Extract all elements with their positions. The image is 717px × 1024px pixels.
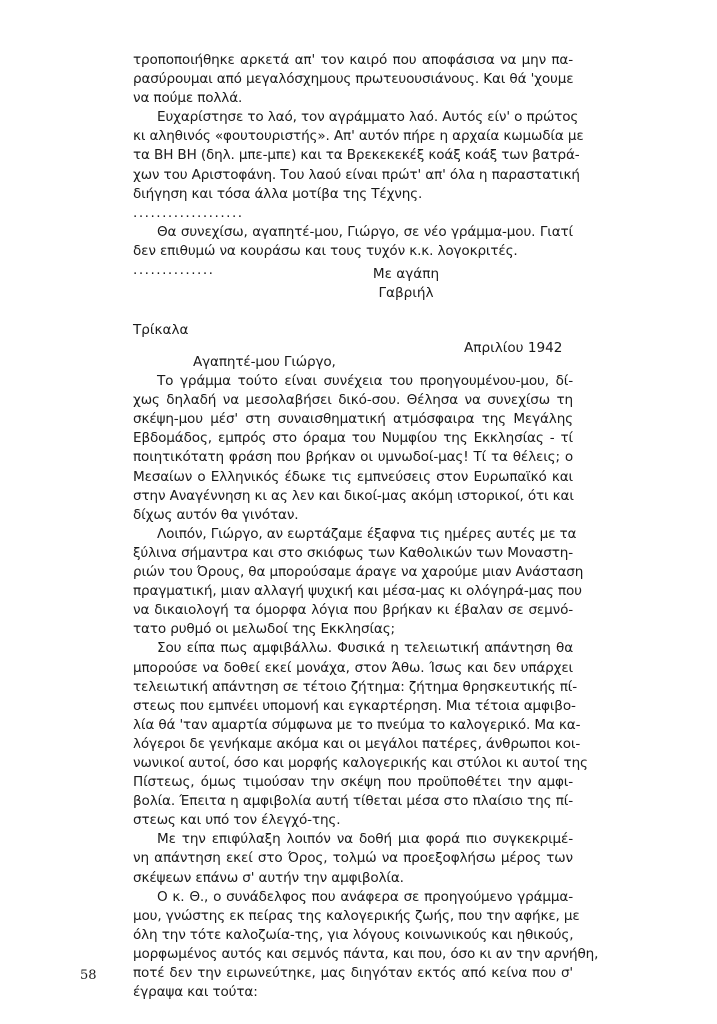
text-line: να πούμε πολλά.: [133, 90, 243, 107]
text-line: Λοιπόν, Γιώργο, αν εωρτάζαμε έξαφνα τις ημέρες αυτές με τα: [157, 525, 577, 542]
letter2-body: [133, 353, 599, 1002]
text-line: χως δηλαδή να μεσολαβήσει δικό-σου. Θέλησα να συνεχίσω τη: [133, 392, 573, 409]
text-line: νωνικοί αυτοί, όσο και μορφής καλογερικής και στύλοι κι αυτοί της: [133, 754, 588, 771]
text-line: Πίστεως, όμως τιμούσαν την σκέψη που προϋποθέτει την αμφι-: [133, 774, 573, 791]
ellipsis-separator: ..............: [133, 262, 215, 279]
letter1-body: [133, 51, 584, 280]
text-line: χων του Αριστοφάνη. Του λαού είναι πρώτ' απ' όλα η παραστατική: [133, 166, 580, 183]
text-line: Ευχαρίστησε το λαό, τον αγράμματο λαό. Αυτός είν' ο πρώτος: [157, 109, 579, 126]
text-line: τελειωτική απάντηση σε τέτοιο ζήτημα: ζήτημα θρησκευτικής πί-: [133, 678, 577, 695]
text-line: ποτέ δεν την ειρωνεύτηκε, μας διηγόταν εκτός από κείνα που σ': [133, 965, 573, 981]
text-line: τροποποιήθηκε αρκετά απ' τον καιρό που αποφάσισα να μην πα-: [133, 52, 573, 68]
text-line: τατο ρυθμό οι μελωδοί της Εκκλησίας;: [133, 621, 395, 638]
text-line: λόγεροι δε γενήκαμε ακόμα και οι μεγάλοι πατέρες, άνθρωποι κοι-: [133, 735, 581, 752]
text-line: σκέψη-μου μέσ' στη συναισθηματική ατμόσφαιρα της Μεγάλης: [133, 411, 573, 428]
text-line: λία θά 'ταν αμαρτία σύμφωνα με το πνεύμα το καλογερικό. Μα κα-: [133, 716, 581, 733]
text-line: Το γράμμα τούτο είναι συνέχεια του προηγουμένου-μου, δί-: [157, 373, 573, 390]
text-line: ριών του Όρους, θα μπορούσαμε άραγε να χαρούμε μιαν Ανάσταση: [133, 564, 584, 581]
letter2-date: Απριλίου 1942: [464, 340, 563, 356]
text-line: δίχως αυτόν θα γινόταν.: [133, 506, 299, 523]
page-number: 58: [80, 968, 97, 983]
text-line: Θα συνεχίσω, αγαπητέ-μου, Γιώργο, σε νέο γράμμα-μου. Γιατί: [157, 223, 573, 240]
text-line: διήγηση και τόσα άλλα μοτίβα της Τέχνης.: [133, 185, 423, 202]
text-line: Σου είπα πως αμφιβάλλω. Φυσικά η τελειωτική απάντηση θα: [157, 640, 573, 657]
text-line: έγραψα και τούτα:: [133, 984, 258, 1001]
text-line: μου, γνώστης εκ πείρας της καλογερικής ζωής, που την αφήκε, με: [133, 907, 580, 924]
text-line: όλη την τότε καλοζωία-της, για λόγους κοινωνικούς και ηθικούς,: [133, 926, 574, 943]
text-line: νη απάντηση εκεί στο Όρος, τολμώ να προεξοφλήσω μέρος των: [133, 850, 573, 867]
text-line: Με την επιφύλαξη λοιπόν να δοθή μια φορά πιο συγκεκριμέ-: [157, 831, 573, 848]
text-line: δεν επιθυμώ να κουράσω και τους τυχόν κ.κ. λογοκριτές.: [133, 242, 518, 259]
text-line: τα ΒΗ ΒΗ (δηλ. μπε-μπε) και τα Βρεκεκεκέξ κοάξ κοάξ των βατρά-: [133, 147, 580, 164]
text-line: ρασύρουμαι από μεγαλόσχημους πρωτευουσιάνους. Και θά 'χουμε: [133, 71, 574, 88]
text-line: στεως που εμπνέει υπομονή και εγκαρτέρηση. Μια τέτοια αμφιβο-: [133, 697, 576, 714]
signoff-name: Γαβριήλ: [378, 285, 434, 302]
text-line: στην Αναγέννηση κι ας λεν και δικοί-μας ακόμη ιστορικοί, ότι και: [133, 487, 574, 504]
text-line: να δικαιολογή τα όμορφα λόγια που βρήκαν κι έβαλαν σε σεμνό-: [133, 602, 573, 619]
text-line: στεως και υπό τον έλεγχό-της.: [133, 812, 341, 829]
text-line: σκέψεων επάνω σ' αυτήν την αμφιβολία.: [133, 869, 404, 886]
letter2-place: Τρίκαλα: [133, 322, 189, 338]
text-line: κι αληθινός «φουτουριστής». Απ' αυτόν πήρε η αρχαία κωμωδία με: [133, 128, 584, 145]
letter1-signoff: [366, 265, 446, 303]
text-line: πραγματική, μιαν αλλαγή ψυχική και μέσα-μας κι ολόγηρά-μας που: [133, 583, 582, 600]
text-line: Εβδομάδος, εμπρός στο όραμα του Νυμφίου της Εκκλησίας - τί: [133, 430, 573, 447]
text-line: ποιητικότατη φράση που βρήκαν οι υμνωδοί-μας! Τί τα θέλεις; ο: [133, 449, 573, 466]
text-line: μορφωμένος αυτός και σεμνός πάντα, και που, όσο κι αν την αρνήθη,: [133, 945, 599, 962]
text-line: Μεσαίων ο Ελληνικός έδωκε τις εμπνεύσεις στον Ευρωπαϊκό και: [133, 468, 573, 485]
ellipsis-separator: ...................: [133, 204, 244, 221]
signoff-closing: Με αγάπη: [372, 266, 440, 282]
text-line: βολία. Έπειτα η αμφιβολία αυτή τίθεται μέσα στο πλαίσιο της πί-: [133, 793, 573, 810]
text-line: μπορούσε να δοθεί εκεί μονάχα, στον Άθω. Ίσως και δεν υπάρχει: [133, 659, 573, 676]
letter2-salutation: Αγαπητέ-μου Γιώργο,: [193, 354, 336, 370]
text-line: ξύλινα σήμαντρα και στο σκιόφως των Καθολικών των Μοναστη-: [133, 544, 573, 561]
text-line: Ο κ. Θ., ο συνάδελφος που ανάφερα σε προηγούμενο γράμμα-: [157, 888, 573, 905]
